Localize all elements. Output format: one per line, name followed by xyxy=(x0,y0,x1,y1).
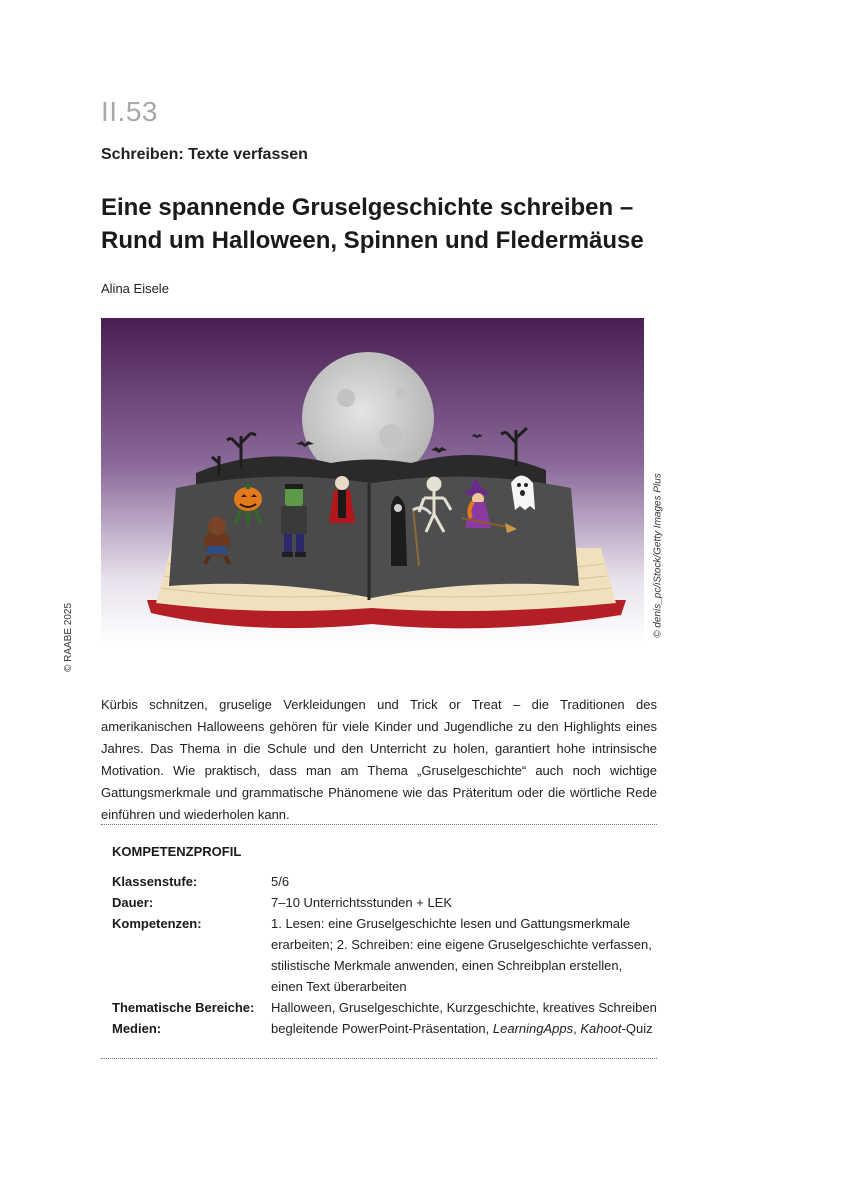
profile-row-duration xyxy=(112,892,657,913)
image-credit xyxy=(648,470,668,650)
media-kahoot: Kahoot xyxy=(580,1021,622,1036)
copyright-notice xyxy=(34,600,75,680)
profile-heading: KOMPETENZPROFIL xyxy=(112,844,242,859)
image-credit-text: © denis_pc/iStock/Getty Images Plus xyxy=(652,473,664,638)
page-title-line-2: Rund um Halloween, Spinnen und Fledermäuse xyxy=(101,227,644,254)
section-number: II.53 xyxy=(101,96,158,127)
profile-label: Dauer: xyxy=(112,895,154,910)
hero-illustration xyxy=(101,318,644,645)
media-learningapps: LearningApps xyxy=(492,1021,574,1036)
profile-row-media xyxy=(112,1018,657,1039)
profile-label: Medien: xyxy=(112,1021,162,1036)
media-text: begleitende PowerPoint-Präsentation, xyxy=(271,1021,493,1036)
profile-row-grade xyxy=(112,871,657,892)
profile-value: 7–10 Unterrichtsstunden + LEK xyxy=(271,895,453,910)
profile-row-competencies xyxy=(112,913,657,997)
intro-paragraph: Kürbis schnitzen, gruselige Verkleidungen und Trick or Treat – die Traditionen des amerikanischen Halloweens gehören für viele Kinder und Jugendliche zu den Highlights eines Jahres. Das Thema in die Schule und den Unterricht zu holen, garantiert hohe intrinsische Motivation. Wie praktisch, dass man am Thema „Gruselgeschichte“ auch noch wichtige Gattungsmerkmale und grammatische Phänomene wie das Präteritum oder die wörtliche Rede einführen und wiederholen kann. xyxy=(101,697,657,822)
divider-top xyxy=(101,824,657,825)
profile-value: 5/6 xyxy=(271,874,290,889)
profile-value: Halloween, Gruselgeschichte, Kurzgeschichte, kreatives Schreiben xyxy=(271,1000,657,1015)
copyright-text: © RAABE 2025 xyxy=(63,602,75,673)
media-quiz: -Quiz xyxy=(621,1021,653,1036)
media-separator: , xyxy=(573,1021,581,1036)
profile-label: Klassenstufe: xyxy=(112,874,198,889)
profile-row-topics xyxy=(112,997,657,1018)
profile-label: Thematische Bereiche: xyxy=(112,1000,255,1015)
section-subtitle: Schreiben: Texte verfassen xyxy=(101,146,308,163)
profile-label: Kompetenzen: xyxy=(112,916,202,931)
divider-bottom xyxy=(101,1058,657,1059)
halloween-book-illustration xyxy=(101,318,644,645)
profile-value xyxy=(271,1018,657,1039)
profile-table xyxy=(112,871,657,1039)
author-name: Alina Eisele xyxy=(101,281,169,296)
page-title xyxy=(101,191,721,257)
profile-value: 1. Lesen: eine Gruselgeschichte lesen und Gattungsmerkmale erarbeiten; 2. Schreiben: eine eigene Gruselgeschichte verfassen, stilistische Merkmale anwenden, einen Schreibplan erstellen, einen Text überarbeiten xyxy=(271,916,652,994)
page-title-line-1: Eine spannende Gruselgeschichte schreiben – xyxy=(101,194,634,221)
